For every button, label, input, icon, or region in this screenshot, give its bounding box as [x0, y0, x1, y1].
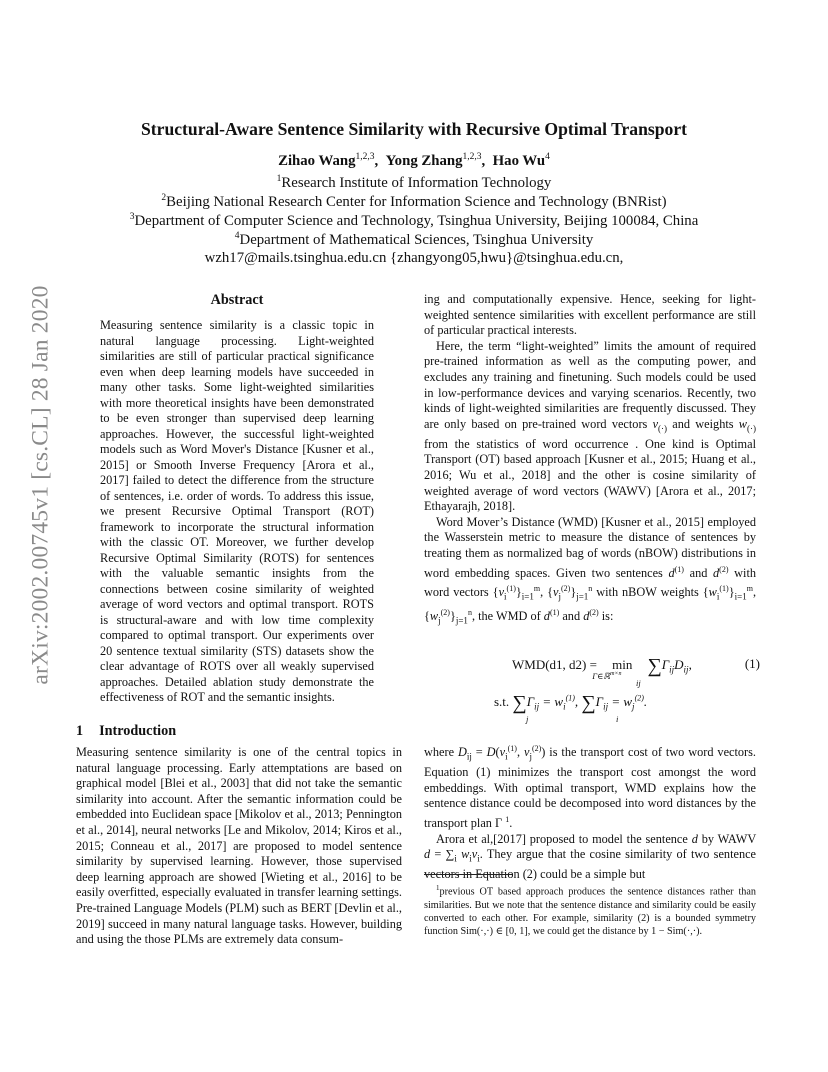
affiliation: $^1$Research Institute of Information Technology: [276, 174, 552, 191]
paragraph: ing and computationally expensive. Hence, seeking for light-weighted sentence similarities with excellent performance are still of particular practical interests.: [424, 292, 756, 338]
abstract-heading: Abstract: [210, 292, 264, 308]
affiliation: $^4$Department of Mathematical Sciences, Tsinghua University: [234, 231, 594, 248]
paragraph: Word Mover’s Distance (WMD) [Kusner et al., 2015] employed the Wasserstein metric to measure the distance of sentences by treating them as normalized bag of words (nBOW) distributions in word embedding spaces. Given two sentences $d^{(1)}$ and $d^{(2)}$ with word vectors $\{v_i^{(1)}\}_{i=1}^m$, $\{v_j^{(2)}\}_{j=1}^n$ with nBOW weights $\{w_i^{(1)}\}_{i=1}^m$, $\{w_j^{(2)}\}_{j=1}^n$, the WMD of $d^{(1)}$ and $d^{(2)}$ is:: [424, 514, 757, 626]
affiliation: $^3$Department of Computer Science and Technology, Tsinghua University, Beijing 100084, China: [129, 212, 699, 229]
paragraph: where $D_{ij} = D(v_i^{(1)}$, $v_j^{(2)}$) is the transport cost of two word vectors. Equation (1) minimizes the transport cost amongst the word embeddings. With optimal transport, WMD explains how the sentence distance could be decomposed into word distances by the transport plan Γ $^1$.: [424, 744, 757, 831]
right-column: [424, 292, 756, 630]
arxiv-watermark: arXiv:2002.00745v1 [cs.CL] 28 Jan 2020: [27, 285, 54, 685]
paragraph: Here, the term “light-weighted” limits the amount of required pre-trained information as well as the computing power, and excludes any training and finetuning. Such models could be used in low-performance devices and varying scenarios. Recently, two kinds of light-weighted similarities are frequently discussed. They are only based on pre-trained word vectors $v_{(\cdot)}$ and weights $w_{(\cdot)}$ from the statistics of word occurrence . One kind is Optimal Transport (OT) based approach [Kusner et al., 2015; Huang et al., 2016; Wu et al., 2018] and the other is cosine similarity of weighted average of word vectors (WAWV) [Arora et al., 2017; Ethayarajh, 2018].: [424, 338, 756, 514]
equation-wmd: WMD(d1, d2) = min Γ∈ℝ$^{m\times n}$ $\sum\Gamma_{ij}D_{ij}$, ij (1): [512, 655, 760, 688]
section-heading: 1 Introduction: [76, 723, 177, 739]
author-emails: wzh17@mails.tsinghua.edu.cn {zhangyong05,hwu}@tsinghua.edu.cn,: [204, 250, 624, 266]
footnote-rule: [424, 874, 512, 875]
paper-title: Structural-Aware Sentence Similarity with Recursive Optimal Transport: [141, 119, 687, 139]
author: Hao Wu: [492, 153, 546, 169]
equation-number: (1): [744, 656, 760, 671]
abstract-body: Measuring sentence similarity is a classic topic in natural language processing. Light-weighted similarities are still of particular practical significance even when deep learning models have succeeded in many other tasks. Some light-weighted similarities with more theoretical insights have been demonstrated to be even stronger than supervised deep learning approaches. However, the successful light-weighted models such as Word Mover's Distance [Kusner et al., 2015] or Smooth Inverse Frequency [Arora et al., 2017] failed to detect the difference from the structure of sentences, i.e. order of words. To address this issue, we present Recursive Optimal Transport (ROT) framework to incorporate the structural information with the classic OT. Moreover, we further develop Recursive Optimal Similarity (ROTS) for sentences with the valuable semantic insights from the connections between cosine similarity of weighted average of word vectors and optimal transport. ROTS is structural-aware and with low time complexity compared to optimal transport. Our experiments over 20 sentence textual similarity (STS) datasets show the clear advantage of ROTS over all weakly supervised approaches. Detailed ablation study demonstrate the effectiveness of ROT and the semantic insights.: [100, 318, 374, 704]
affiliation: $^2$Beijing National Research Center for Information Science and Technology (BNRist): [161, 193, 667, 210]
footnote: $^1$previous OT based approach produces the sentence distances rather than similarities. But we note that the sentence distance and similarity could be easily converted to each other. For example, similarity (2) is a bounded symmetry function Sim(·,·) ∈ [0, 1], we could get the distance by 1 − Sim(·,·).: [424, 884, 756, 937]
author: Zihao Wang: [278, 153, 356, 169]
equation-constraint: s.t. $\sum\Gamma_{ij} = w_i^{(1)}$, $\sum\Gamma_{ij} = w_j^{(2)}$. j i: [494, 692, 648, 724]
intro-paragraph: Measuring sentence similarity is one of the central topics in natural language processing. Early attemptations are based on graphical model [Blei et al., 2003] that did not take the semantic similarity into account. After the semantic information could be embedded into Euclidean space [Mikolov et al., 2013; Pennington et al., 2014], neural networks [Le and Mikolov, 2014; Kiros et al., 2015; Conneau et al., 2017] are proposed to model sentence similarity by supervised learning. However, those supervised deep learning approach are showed [Wieting et al., 2016] to be easily overfitted, especially evaluated in transfer learning settings. Pre-trained Language Models (PLM) such as BERT [Devlin et al., 2019] succeed in many natural language tasks. However, building and using the those PLMs are extremely data consum-: [76, 745, 402, 947]
author-list: Zihao Wang$^{1,2,3}$, Yong Zhang$^{1,2,3}$, Hao Wu$^4$: [278, 152, 550, 169]
paragraph: Arora et al,[2017] proposed to model the sentence d by WAWV $d = \sum_i$ $w_iv_i$. They argue that the cosine similarity of two sentence vectors in Equation (2) could be a simple but: [424, 831, 757, 882]
right-column-lower: [424, 741, 756, 883]
author: Yong Zhang: [385, 153, 463, 169]
